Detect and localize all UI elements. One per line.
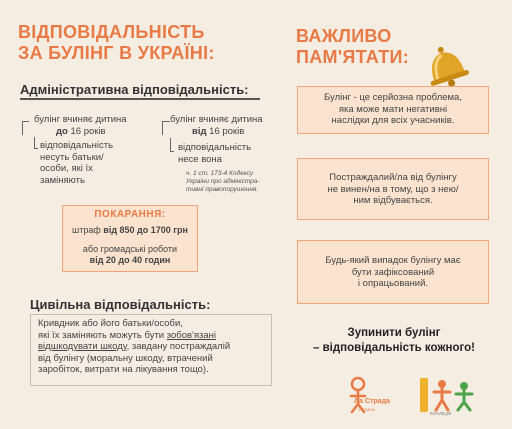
left-case-age: 16 років	[70, 125, 106, 137]
fact-line: Будь-який випадок булінгу має	[325, 255, 461, 266]
fact-line: Постраждалий/ла від булінгу	[329, 172, 457, 183]
penalty-alt-line-2: від 20 до 40 годин	[89, 255, 171, 265]
children-figures-icon	[430, 378, 480, 412]
civil-heading: Цивільна відповідальність:	[30, 297, 211, 312]
fact-text	[297, 92, 489, 127]
la-strada-sub: УКРАЇНА	[358, 407, 375, 412]
fact-line: бути зафіксований	[351, 266, 435, 278]
right-case-line-2	[170, 126, 280, 138]
penalty-fine	[62, 225, 198, 236]
slogan-line-2: – відповідальність кожного!	[313, 342, 475, 354]
civil-line: заробіток, витрати на лікування тощо).	[38, 364, 209, 375]
bell-icon	[418, 44, 474, 88]
left-result-line: несуть батьки/	[40, 151, 104, 163]
civil-line-part: які їх заміняють можуть бути	[38, 329, 167, 341]
fact-line: не винен/на в тому, що з нею/	[327, 183, 459, 195]
left-result	[40, 140, 140, 186]
right-result	[178, 142, 278, 165]
fact-text	[297, 172, 489, 207]
coalition-logo-bar	[420, 378, 428, 412]
branch-connector	[162, 121, 163, 135]
important-line-1: ВАЖЛИВО	[296, 26, 392, 46]
important-title	[296, 26, 436, 68]
title-line-1: ВІДПОВІДАЛЬНІСТЬ	[18, 22, 205, 42]
slogan-line-1: Зупинити булінг	[347, 327, 441, 339]
coalition-logo-text: КОАЛІЦІЯ	[430, 411, 452, 416]
penalty-fine-prefix: штраф	[72, 225, 101, 235]
penalty-fine-amount: від 850 до 1700 грн	[103, 225, 188, 235]
right-case-age: 16 років	[209, 125, 245, 137]
arrow-line	[170, 151, 174, 152]
civil-underlined: зобов'язані	[166, 329, 217, 341]
civil-line	[38, 330, 270, 342]
left-case-bold: до	[56, 125, 68, 137]
right-result-line: несе вона	[178, 153, 222, 165]
right-case	[170, 114, 280, 137]
right-case-bold: від	[192, 125, 207, 137]
law-note	[186, 170, 286, 194]
admin-heading: Адміністративна відповідальність:	[20, 82, 249, 97]
branch-connector	[22, 121, 23, 135]
penalty-alt-line-1: або громадські роботи	[82, 244, 178, 254]
right-case-line-1: булінг вчиняє дитина	[170, 114, 263, 125]
law-note-line: України про адміністра-	[186, 178, 260, 185]
civil-line-part: , завдану постраждалій	[126, 341, 231, 352]
left-case-line-2	[34, 126, 144, 138]
admin-underline	[20, 98, 260, 100]
fact-line: і опрацьований.	[357, 278, 429, 289]
civil-line: Кривдник або його батьки/особи,	[38, 318, 183, 329]
law-note-line: тивні правопорушення.	[186, 186, 259, 193]
title-line-2: ЗА БУЛІНГ В УКРАЇНІ:	[18, 43, 215, 63]
civil-underlined: відшкодувати шкоду	[38, 341, 127, 352]
arrow-line	[34, 148, 38, 149]
penalty-title: ПОКАРАННЯ:	[94, 209, 166, 220]
branch-connector	[162, 121, 170, 122]
civil-line: від булінгу (моральну шкоду, втрачений	[38, 352, 213, 364]
left-result-line: заміняють	[40, 174, 85, 186]
fact-line: яка може мати негативні	[338, 103, 448, 115]
left-case-line-1: булінг вчиняє дитина	[34, 114, 127, 125]
important-line-2: ПАМ'ЯТАТИ:	[296, 47, 410, 67]
fact-line: ним відбувається.	[353, 195, 433, 206]
civil-text	[38, 318, 270, 376]
la-strada-text: Ла Страда	[354, 398, 390, 405]
arrow-line	[170, 138, 171, 152]
slogan	[288, 326, 500, 356]
fact-line: наслідки для всіх учасників.	[331, 115, 455, 126]
coalition-logo	[420, 378, 492, 416]
civil-line	[38, 341, 270, 353]
left-case	[34, 114, 144, 137]
law-note-line: ч. 1 ст. 173-4 Кодексу	[186, 170, 254, 177]
page-title	[18, 22, 278, 64]
fact-text	[297, 255, 489, 290]
penalty-alt	[62, 244, 198, 266]
fact-line: Булінг - це серйозна проблема,	[324, 92, 462, 103]
branch-connector	[22, 121, 29, 122]
right-result-line: відповідальність	[178, 142, 252, 153]
la-strada-logo	[340, 374, 390, 418]
left-result-line: особи, які їх	[40, 163, 93, 174]
left-result-line: відповідальність	[40, 140, 114, 151]
